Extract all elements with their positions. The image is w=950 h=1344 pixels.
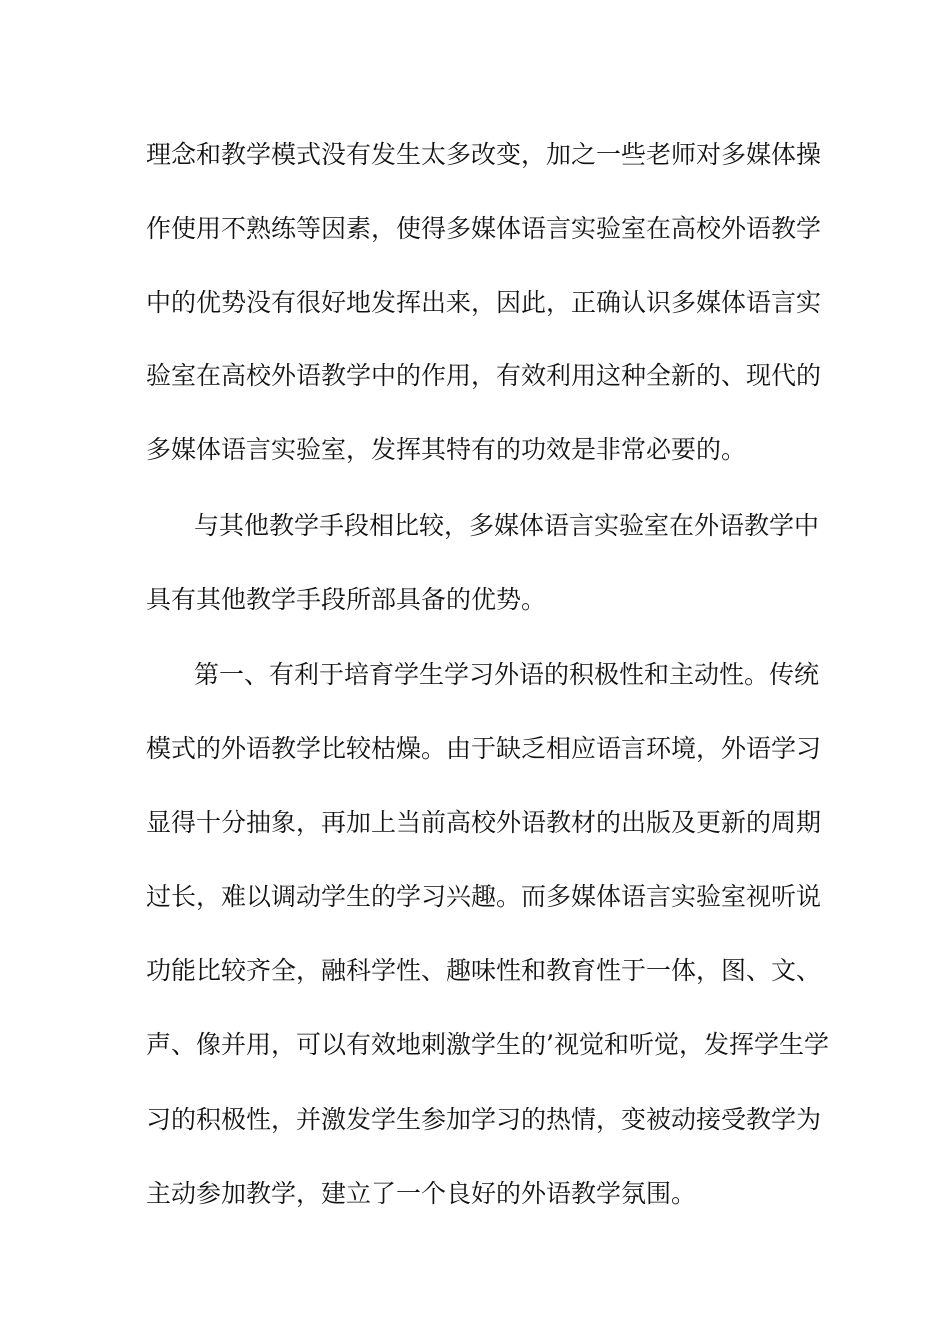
- text-line: 显得十分抽象，再加上当前高校外语教材的出版及更新的周期: [146, 808, 822, 837]
- text-line: 作使用不熟练等因素，使得多媒体语言实验室在高校外语教学: [146, 214, 822, 243]
- text-line: 主动参加教学，建立了一个良好的外语教学氛围。: [146, 1179, 697, 1208]
- text-line: 中的优势没有很好地发挥出来，因此，正确认识多媒体语言实: [146, 288, 822, 317]
- text-line: 具有其他教学手段所部具备的优势。: [146, 585, 547, 614]
- text-line: 第一、有利于培育学生学习外语的积极性和主动性。传统: [194, 660, 820, 689]
- text-line: 习的积极性，并激发学生参加学习的热情，变被动接受教学为: [146, 1105, 822, 1134]
- text-line: 多媒体语言实验室，发挥其特有的功效是非常必要的。: [146, 435, 747, 464]
- text-line: 声、像并用，可以有效地刺激学生的’视觉和听觉，发挥学生学: [146, 1030, 829, 1059]
- text-line: 与其他教学手段相比较，多媒体语言实验室在外语教学中: [194, 511, 820, 540]
- text-line: 模式的外语教学比较枯燥。由于缺乏相应语言环境，外语学习: [146, 734, 822, 763]
- text-line: 理念和教学模式没有发生太多改变，加之一些老师对多媒体操: [146, 140, 822, 169]
- text-line: 验室在高校外语教学中的作用，有效利用这种全新的、现代的: [146, 361, 822, 390]
- text-line: 过长，难以调动学生的学习兴趣。而多媒体语言实验室视听说: [146, 882, 822, 911]
- text-line: 功能比较齐全，融科学性、趣味性和教育性于一体，图、文、: [146, 956, 822, 985]
